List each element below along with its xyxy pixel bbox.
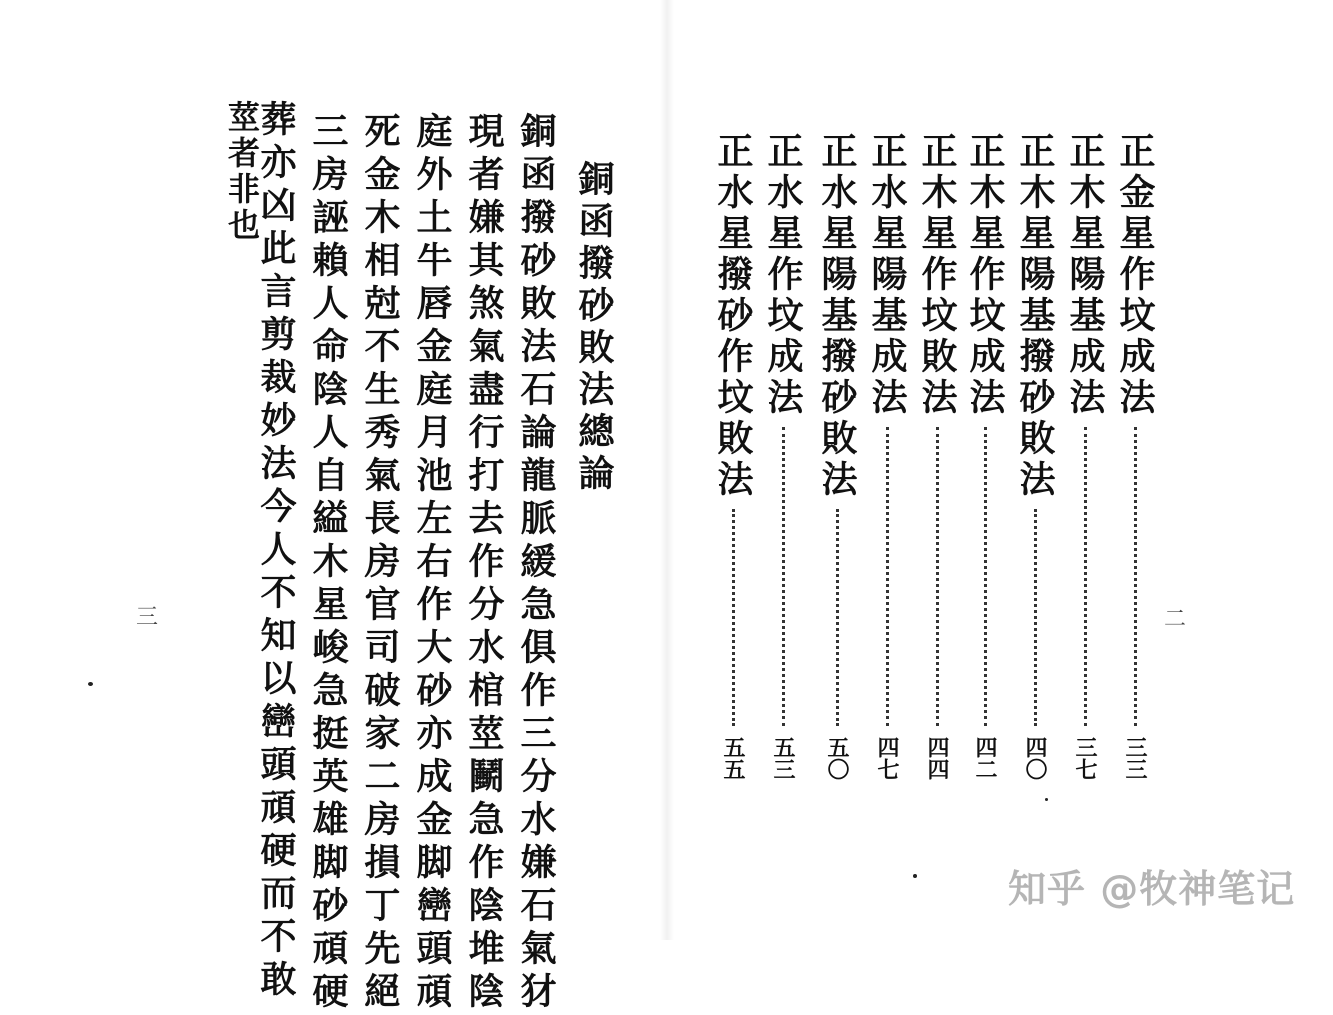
section-heading: 銅函撥砂敗法總論 bbox=[573, 160, 615, 496]
toc-entry-8[interactable] bbox=[761, 132, 805, 780]
body-column-7: 莖者非也 bbox=[223, 100, 261, 244]
page-number-right: 二 bbox=[1164, 607, 1187, 632]
toc-leader-dots bbox=[1034, 509, 1037, 726]
toc-leader-dots bbox=[782, 427, 785, 726]
toc-leader-dots bbox=[1134, 427, 1137, 726]
watermark: 知乎 @牧神笔记 bbox=[1008, 867, 1296, 911]
toc-entry-title: 正水星陽基撥砂敗法 bbox=[816, 132, 858, 501]
page-number-left: 三 bbox=[136, 605, 159, 630]
left-page bbox=[0, 0, 666, 1015]
toc-entry-title: 正金星作坟成法 bbox=[1114, 132, 1156, 419]
toc-entry-page: 四七 bbox=[874, 736, 900, 780]
toc-leader-dots bbox=[886, 427, 889, 726]
toc-entry-page: 五〇 bbox=[824, 736, 850, 780]
toc-entry-page: 三七 bbox=[1072, 736, 1098, 780]
toc-entry-1[interactable] bbox=[1113, 132, 1157, 780]
toc-entry-title: 正木星陽基成法 bbox=[1064, 132, 1106, 419]
body-column-1: 銅函撥砂敗法石論龍脈緩急俱作三分水嫌石氣犲 bbox=[515, 112, 557, 1015]
toc-leader-dots bbox=[984, 427, 987, 726]
toc-entry-5[interactable] bbox=[915, 132, 959, 780]
right-page bbox=[667, 0, 1333, 940]
scan-speck bbox=[1045, 798, 1048, 801]
scan-speck bbox=[913, 874, 917, 878]
toc-entry-page: 四二 bbox=[972, 736, 998, 780]
toc-entry-title: 正木星作坟成法 bbox=[964, 132, 1006, 419]
toc-entry-3[interactable] bbox=[1013, 132, 1057, 780]
toc-entry-title: 正水星撥砂作坟敗法 bbox=[712, 132, 754, 501]
toc-entry-7[interactable] bbox=[815, 132, 859, 780]
toc-leader-dots bbox=[732, 509, 735, 726]
toc-leader-dots bbox=[1084, 427, 1087, 726]
body-column-4: 死金木相尅不生秀氣長房官司破家二房損丁先絕 bbox=[359, 112, 401, 1015]
toc-entry-page: 三三 bbox=[1122, 736, 1148, 780]
toc-entry-9[interactable] bbox=[711, 132, 755, 780]
toc-entry-page: 五三 bbox=[770, 736, 796, 780]
toc-entry-page: 四〇 bbox=[1022, 736, 1048, 780]
body-column-2: 現者嫌其煞氣盡行打去作分水棺莖鬭急作陰堆陰 bbox=[463, 112, 505, 1015]
toc-entry-page: 四四 bbox=[924, 736, 950, 780]
toc-entry-page: 五五 bbox=[720, 736, 746, 780]
toc-entry-4[interactable] bbox=[963, 132, 1007, 780]
toc-leader-dots bbox=[836, 509, 839, 726]
toc-entry-title: 正木星陽基撥砂敗法 bbox=[1014, 132, 1056, 501]
toc-entry-title: 正水星作坟成法 bbox=[762, 132, 804, 419]
body-column-5: 三房誣賴人命陰人自縊木星峻急挺英雄脚砂頑硬 bbox=[307, 112, 349, 1015]
toc-entry-6[interactable] bbox=[865, 132, 909, 780]
body-column-3: 庭外土牛唇金庭月池左右作大砂亦成金脚巒頭頑 bbox=[411, 112, 453, 1015]
body-column-6: 葬亦凶此言剪裁妙法今人不知以巒頭頑硬而不敢 bbox=[255, 100, 297, 1003]
toc-entry-title: 正木星作坟敗法 bbox=[916, 132, 958, 419]
toc-entry-title: 正水星陽基成法 bbox=[866, 132, 908, 419]
scan-speck bbox=[88, 682, 93, 686]
toc-leader-dots bbox=[936, 427, 939, 726]
toc-entry-2[interactable] bbox=[1063, 132, 1107, 780]
